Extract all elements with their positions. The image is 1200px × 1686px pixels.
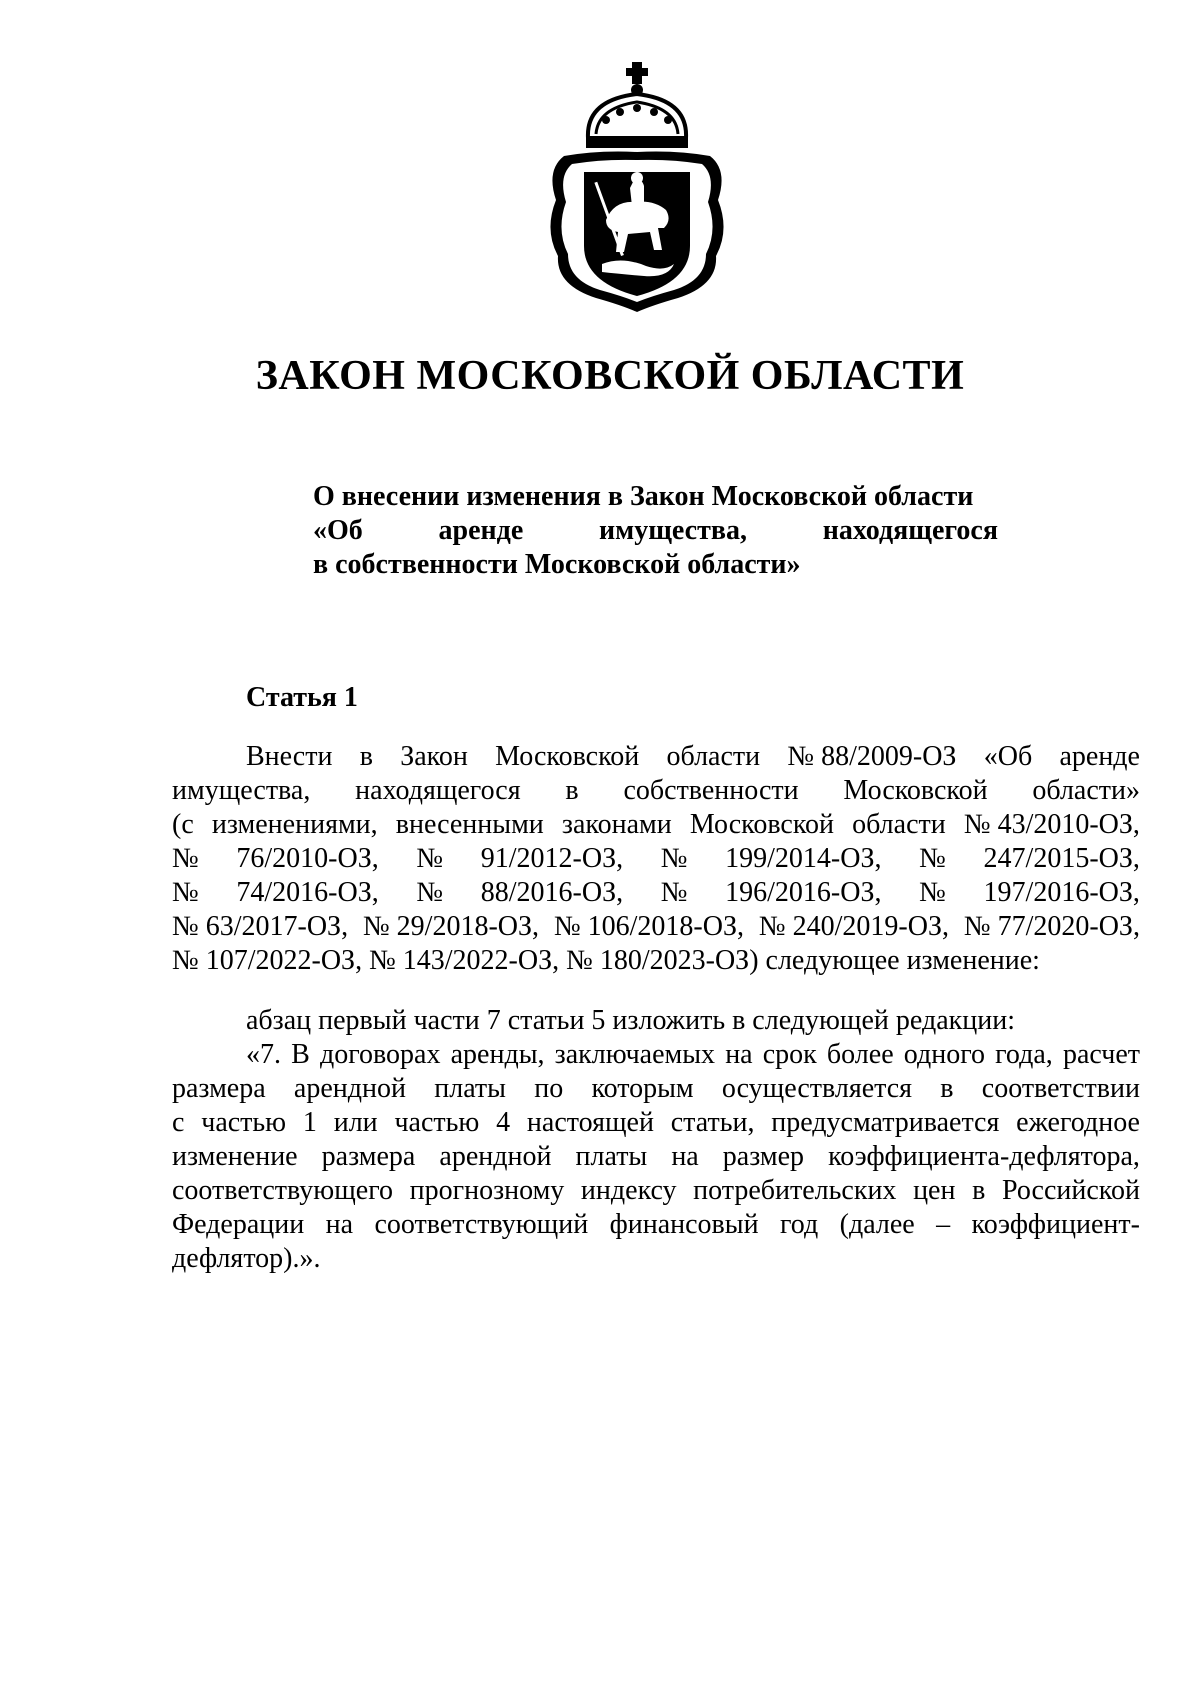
text-word: настоящей: [526, 1107, 654, 1138]
text-line: [172, 740, 1140, 774]
text-line: [172, 842, 1140, 876]
text-word: соответствующий: [374, 1209, 589, 1240]
text-word: «7.: [246, 1039, 281, 1070]
text-line: [172, 1106, 1140, 1140]
text-word: В: [291, 1039, 310, 1070]
text-word: области: [666, 741, 761, 772]
text-word: 247/2015-ОЗ,: [983, 843, 1140, 874]
text-word: Федерации: [172, 1209, 305, 1240]
text-word: №: [172, 877, 199, 908]
text-word: аренды,: [450, 1039, 545, 1070]
text-word: № 63/2017-ОЗ,: [172, 911, 349, 942]
text-word: № 106/2018-ОЗ,: [553, 911, 745, 942]
text-word: год: [779, 1209, 819, 1240]
text-word: Московской: [689, 809, 834, 840]
text-word: прогнозному: [409, 1175, 565, 1206]
text-word: № 107/2022-ОЗ, № 143/2022-ОЗ, № 180/2023-ОЗ) следующее изменение:: [172, 945, 1040, 976]
text-word: Внести: [246, 741, 333, 772]
text-word: №: [919, 843, 946, 874]
text-word: или: [333, 1107, 378, 1138]
text-line: [172, 910, 1140, 944]
subject-word: «Об: [313, 515, 363, 546]
text-word: изменение: [172, 1141, 298, 1172]
article-paragraph-2: [172, 1004, 1140, 1276]
text-line: [172, 808, 1140, 842]
text-word: 88/2016-ОЗ,: [480, 877, 624, 908]
article-heading: Статья 1: [246, 682, 358, 713]
text-word: внесенными: [395, 809, 544, 840]
text-line: [172, 774, 1140, 808]
article-paragraph-1: [172, 740, 1140, 978]
text-word: 74/2016-ОЗ,: [236, 877, 379, 908]
text-word: года,: [995, 1039, 1053, 1070]
text-word: на: [671, 1141, 699, 1172]
text-word: «Об: [983, 741, 1033, 772]
subject-line: [313, 514, 998, 548]
text-word: находящегося: [355, 775, 521, 806]
text-word: с: [172, 1107, 185, 1138]
text-word: 1: [302, 1107, 317, 1138]
text-line: [172, 944, 1140, 978]
text-word: на: [725, 1039, 753, 1070]
text-word: потребительских: [693, 1175, 897, 1206]
text-word: арендной: [439, 1141, 552, 1172]
text-word: № 240/2019-ОЗ,: [758, 911, 949, 942]
text-word: Закон: [400, 741, 468, 772]
text-word: расчет: [1062, 1039, 1140, 1070]
law-subject: [313, 480, 998, 582]
text-line: [172, 1174, 1140, 1208]
text-word: в: [565, 775, 579, 806]
text-word: Московской: [495, 741, 640, 772]
text-word: срок: [762, 1039, 817, 1070]
text-word: частью: [394, 1107, 480, 1138]
text-word: заключаемых: [554, 1039, 716, 1070]
text-word: № 77/2020-ОЗ,: [963, 911, 1140, 942]
text-word: 199/2014-ОЗ,: [725, 843, 882, 874]
text-word: арендной: [293, 1073, 406, 1104]
subject-word: находящегося: [822, 515, 998, 546]
text-word: области»: [1032, 775, 1140, 806]
text-word: законами: [561, 809, 672, 840]
text-line: [172, 1140, 1140, 1174]
text-line: [172, 1072, 1140, 1106]
text-word: более: [826, 1039, 894, 1070]
text-word: изменениями,: [211, 809, 378, 840]
text-word: 196/2016-ОЗ,: [725, 877, 882, 908]
paragraph-intro: абзац первый части 7 статьи 5 изложить в следующей редакции:: [246, 1005, 1015, 1036]
text-word: №: [416, 843, 444, 874]
text-word: по: [534, 1073, 564, 1104]
text-word: цен: [913, 1175, 956, 1206]
text-word: одного: [903, 1039, 985, 1070]
text-word: частью: [201, 1107, 287, 1138]
text-word: (далее: [839, 1209, 915, 1240]
text-word: которым: [591, 1073, 694, 1104]
text-word: № 29/2018-ОЗ,: [362, 911, 540, 942]
text-word: –: [936, 1209, 951, 1240]
text-word: ежегодное: [1016, 1107, 1140, 1138]
document-title: ЗАКОН МОСКОВСКОЙ ОБЛАСТИ: [255, 353, 965, 399]
text-word: платы: [434, 1073, 506, 1104]
text-word: коэффициента-дефлятора,: [828, 1141, 1140, 1172]
text-word: собственности: [623, 775, 799, 806]
text-word: №: [919, 877, 946, 908]
subject-word: аренде: [438, 515, 524, 546]
text-word: №: [660, 877, 688, 908]
text-word: размера: [321, 1141, 416, 1172]
text-word: платы: [575, 1141, 648, 1172]
subject-line: О внесении изменения в Закон Московской области: [313, 481, 974, 512]
text-word: аренде: [1059, 741, 1140, 772]
text-word: области: [852, 809, 946, 840]
text-word: осуществляется: [721, 1073, 913, 1104]
text-word: № 88/2009-ОЗ: [787, 741, 957, 772]
text-word: размер: [722, 1141, 805, 1172]
text-line: [172, 1208, 1140, 1242]
text-word: в: [359, 741, 373, 772]
text-word: предусматривается: [771, 1107, 1000, 1138]
text-word: Российской: [1001, 1175, 1140, 1206]
text-word: 4: [496, 1107, 511, 1138]
text-word: в: [972, 1175, 986, 1206]
text-line: [172, 1038, 1140, 1072]
subject-line: в собственности Московской области»: [313, 549, 801, 580]
text-word: в: [940, 1073, 954, 1104]
text-word: 76/2010-ОЗ,: [236, 843, 379, 874]
coat-of-arms-icon: [536, 60, 738, 315]
text-word: Московской: [843, 775, 988, 806]
text-word: №: [172, 843, 199, 874]
text-line: [172, 1242, 1140, 1276]
text-word: №: [416, 877, 444, 908]
text-word: на: [325, 1209, 354, 1240]
text-word: финансовый: [609, 1209, 759, 1240]
text-word: (с: [172, 809, 194, 840]
text-word: договорах: [319, 1039, 441, 1070]
text-word: индексу: [580, 1175, 677, 1206]
text-word: соответствующего: [172, 1175, 393, 1206]
subject-word: имущества,: [599, 515, 747, 546]
text-word: №: [660, 843, 688, 874]
text-word: № 43/2010-ОЗ,: [963, 809, 1140, 840]
text-word: соответствии: [981, 1073, 1140, 1104]
text-word: имущества,: [172, 775, 311, 806]
text-word: размера: [172, 1073, 266, 1104]
text-word: 197/2016-ОЗ,: [983, 877, 1140, 908]
text-word: статьи,: [670, 1107, 755, 1138]
text-word: коэффициент-: [971, 1209, 1140, 1240]
text-line: [172, 876, 1140, 910]
text-word: 91/2012-ОЗ,: [480, 843, 624, 874]
text-word: дефлятор).».: [172, 1243, 321, 1274]
